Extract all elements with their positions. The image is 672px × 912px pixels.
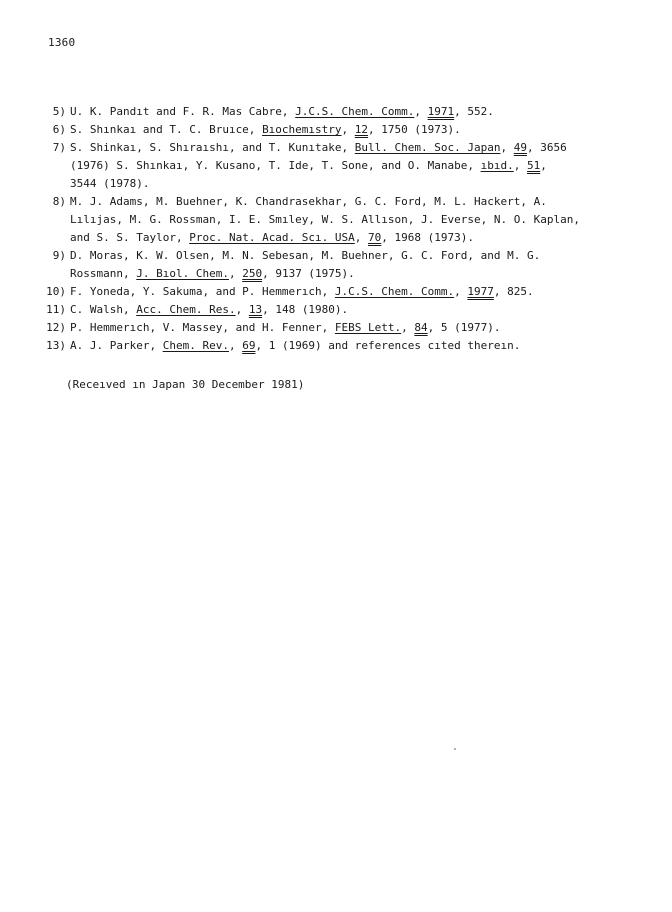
reference-line (70, 247, 644, 265)
volume-number: 84 (414, 321, 428, 334)
reference-line (70, 175, 644, 193)
reference-entry (44, 337, 644, 355)
reference-entry (44, 121, 644, 139)
received-note: (Receıved ın Japan 30 December 1981) (66, 378, 305, 391)
reference-text: , (341, 123, 355, 136)
reference-text: , (354, 231, 369, 244)
volume-number: 250 (242, 267, 263, 280)
journal-title: Proc. Nat. Acad. Scı. USA (189, 231, 355, 244)
reference-text: F. Yoneda, Y. Sakuma, and P. Hemmerıch, (70, 285, 335, 298)
reference-entry (44, 283, 644, 301)
reference-text: M. J. Adams, M. Buehner, K. Chandrasekhar, G. C. Ford, M. L. Hackert, A. (70, 195, 547, 208)
reference-entry (44, 301, 644, 319)
reference-text: , (235, 303, 249, 316)
volume-number: 1977 (467, 285, 494, 298)
reference-line (70, 301, 644, 319)
volume-number: 12 (354, 123, 369, 136)
reference-text: , 552. (454, 105, 494, 118)
reference-line (70, 283, 644, 301)
reference-line (70, 229, 644, 247)
journal-title: Bull. Chem. Soc. Japan (354, 141, 501, 154)
volume-number: 70 (368, 231, 382, 244)
journal-title: J.C.S. Chem. Comm. (334, 285, 455, 298)
reference-number: 12) (46, 321, 66, 334)
reference-line (70, 319, 644, 337)
page-number: 1360 (48, 36, 76, 49)
journal-title: J.C.S. Chem. Comm. (295, 105, 415, 118)
reference-number: 5) (52, 105, 66, 118)
reference-text: , 9137 (1975). (262, 267, 355, 280)
reference-text: , (454, 285, 468, 298)
reference-text: , 5 (1977). (427, 321, 501, 334)
volume-number: 13 (248, 303, 263, 316)
reference-text: 3544 (1978). (70, 177, 150, 190)
reference-text: , (513, 159, 527, 172)
reference-text: A. J. Parker, (70, 339, 163, 352)
reference-text: and S. S. Taylor, (70, 231, 190, 244)
reference-entry (44, 193, 644, 247)
reference-entry (44, 103, 644, 121)
journal-title: FEBS Lett. (334, 321, 402, 334)
journal-title: Chem. Rev. (162, 339, 229, 352)
reference-text: S. Shinkaı, S. Shıraıshı, and T. Kunıtake, (70, 141, 355, 154)
reference-line (70, 121, 644, 139)
reference-text: S. Shınkaı and T. C. Bruıce, (70, 123, 263, 136)
volume-number: 49 (513, 141, 527, 154)
reference-text: , (401, 321, 415, 334)
reference-number: 8) (52, 195, 66, 208)
volume-number: 69 (242, 339, 256, 352)
journal-title: J. Bıol. Chem. (136, 267, 229, 280)
reference-number: 7) (52, 141, 66, 154)
reference-number: 9) (52, 249, 66, 262)
reference-text: C. Walsh, (70, 303, 137, 316)
reference-text: D. Moras, K. W. Olsen, M. N. Sebesan, M. Buehner, G. C. Ford, and M. G. (70, 249, 541, 262)
reference-text: U. K. Pandıt and F. R. Mas Cabre, (70, 105, 296, 118)
reference-list (44, 103, 644, 355)
reference-line (70, 157, 644, 175)
reference-text: , (414, 105, 428, 118)
reference-text: , (228, 267, 243, 280)
reference-text: , 1750 (1973). (368, 123, 461, 136)
reference-line (70, 337, 644, 355)
reference-text: , (540, 159, 547, 172)
reference-text: , 3656 (526, 141, 567, 154)
reference-number: 6) (52, 123, 66, 136)
reference-text: , (228, 339, 243, 352)
reference-text: , 1 (1969) and references cıted thereın. (255, 339, 521, 352)
reference-text: P. Hemmerıch, V. Massey, and H. Fenner, (70, 321, 335, 334)
reference-text: (1976) S. Shınkaı, Y. Kusano, T. Ide, T. Sone, and O. Manabe, (70, 159, 481, 172)
journal-title: Bıochemıstry (262, 123, 342, 136)
volume-number: 1971 (427, 105, 455, 118)
reference-text: Lılıjas, M. G. Rossman, I. E. Smıley, W. S. Allıson, J. Everse, N. O. Kaplan, (70, 213, 580, 226)
reference-text: , 825. (493, 285, 534, 298)
reference-line (70, 265, 644, 283)
reference-entry (44, 319, 644, 337)
reference-text: , (500, 141, 514, 154)
reference-text: , 1968 (1973). (381, 231, 475, 244)
reference-entry (44, 247, 644, 283)
reference-line (70, 193, 644, 211)
reference-number: 11) (46, 303, 66, 316)
reference-number: 13) (46, 339, 66, 352)
reference-entry (44, 139, 644, 193)
reference-text: , 148 (1980). (262, 303, 349, 316)
reference-line (70, 211, 644, 229)
reference-line (70, 139, 644, 157)
reference-text: Rossmann, (70, 267, 137, 280)
reference-number: 10) (46, 285, 66, 298)
reference-line (70, 103, 644, 121)
scan-speck (454, 748, 456, 750)
volume-number: 51 (526, 159, 541, 172)
journal-title: ıbıd. (480, 159, 514, 172)
journal-title: Acc. Chem. Res. (136, 303, 236, 316)
